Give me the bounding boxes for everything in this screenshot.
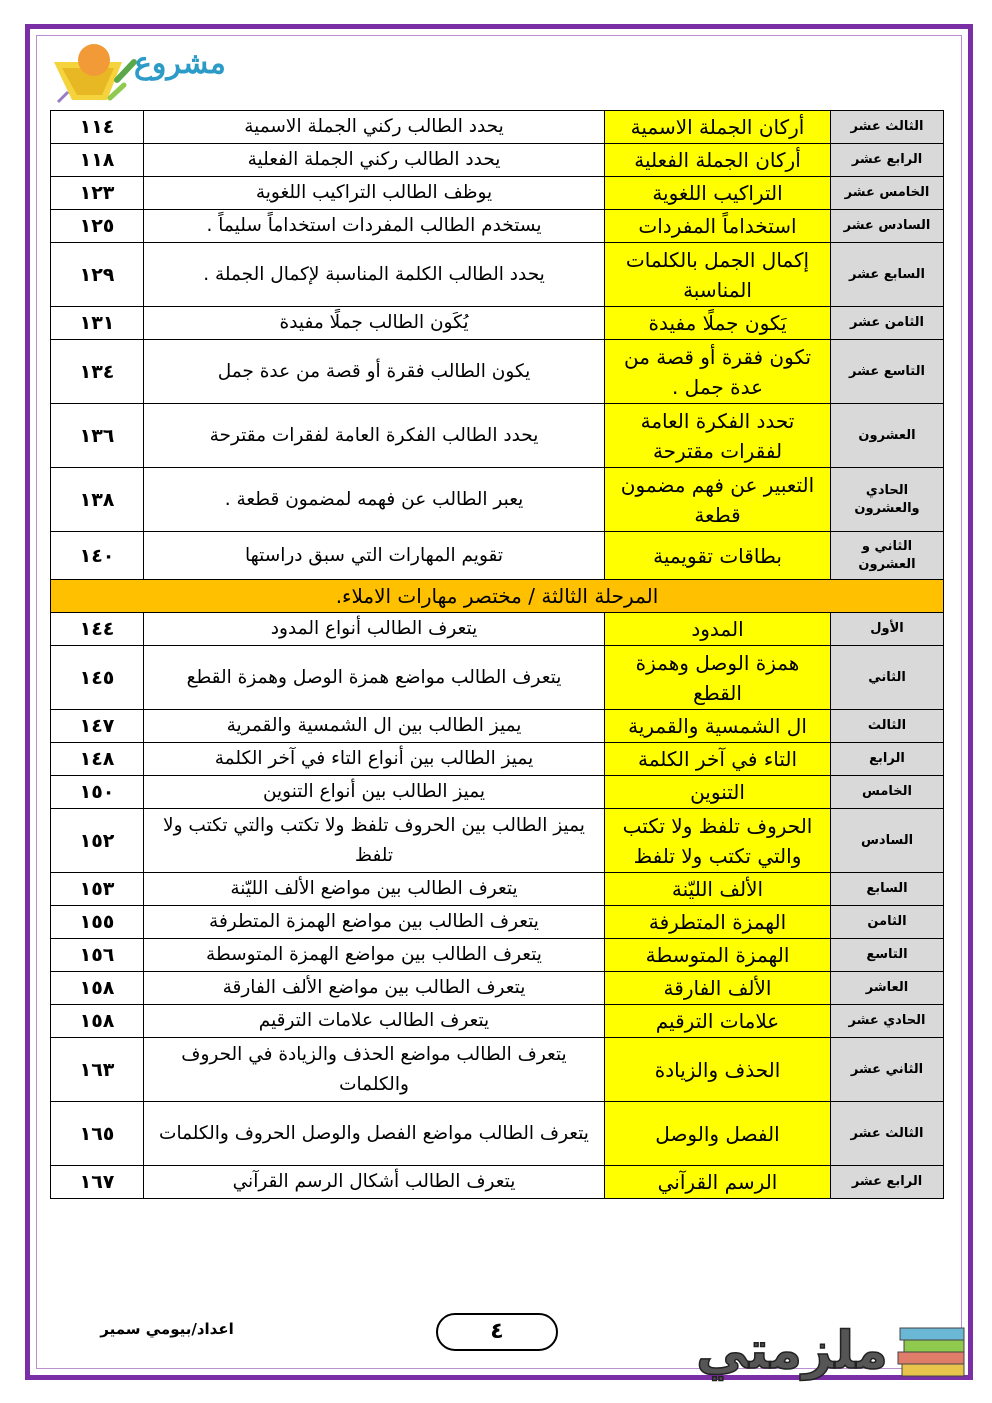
- page-number-cell: ١١٨: [51, 144, 144, 177]
- lesson-goal-cell: يحدد الطالب ركني الجملة الاسمية: [144, 111, 605, 144]
- lesson-goal-cell: يتعرف الطالب مواضع همزة الوصل وهمزة القطع: [144, 646, 605, 710]
- lesson-number-cell: العشرون: [831, 404, 944, 468]
- lesson-title-cell: الرسم القرآني: [605, 1166, 831, 1199]
- lesson-goal-cell: يتعرف الطالب بين مواضع الألف الليّنة: [144, 873, 605, 906]
- table-row: [51, 1038, 944, 1102]
- lesson-title-cell: الهمزة المتوسطة: [605, 939, 831, 972]
- lesson-goal-cell: يتعرف الطالب بين مواضع الهمزة المتطرفة: [144, 906, 605, 939]
- table-row: [51, 873, 944, 906]
- lesson-goal-cell: يتعرف الطالب مواضع الفصل والوصل الحروف والكلمات: [144, 1102, 605, 1166]
- table-row: [51, 404, 944, 468]
- lesson-goal-cell: يعبر الطالب عن فهمه لمضمون قطعة .: [144, 468, 605, 532]
- page-number-cell: ١٤٥: [51, 646, 144, 710]
- table-row: [51, 177, 944, 210]
- brand-text: ملزمتي: [696, 1321, 888, 1381]
- page-number-cell: ١٤٤: [51, 613, 144, 646]
- lesson-title-cell: الحذف والزيادة: [605, 1038, 831, 1102]
- lesson-title-cell: إكمال الجمل بالكلمات المناسبة: [605, 243, 831, 307]
- lesson-title-cell: همزة الوصل وهمزة القطع: [605, 646, 831, 710]
- table-row: [51, 809, 944, 873]
- table-row: [51, 776, 944, 809]
- lesson-number-cell: السادس: [831, 809, 944, 873]
- lesson-number-cell: الخامس: [831, 776, 944, 809]
- page-number-cell: ١٥٠: [51, 776, 144, 809]
- table-row: [51, 1005, 944, 1038]
- lesson-title-cell: المدود: [605, 613, 831, 646]
- lesson-goal-cell: يحدد الطالب الفكرة العامة لفقرات مقترحة: [144, 404, 605, 468]
- lesson-goal-cell: يتعرف الطالب بين مواضع الهمزة المتوسطة: [144, 939, 605, 972]
- page-number-cell: ١٣٤: [51, 340, 144, 404]
- page-number-cell: ١٥٢: [51, 809, 144, 873]
- lesson-title-cell: ال الشمسية والقمرية: [605, 710, 831, 743]
- page-number-cell: ١٥٥: [51, 906, 144, 939]
- lesson-goal-cell: يتعرف الطالب أنواع المدود: [144, 613, 605, 646]
- lesson-goal-cell: تقويم المهارات التي سبق دراستها: [144, 532, 605, 580]
- lesson-goal-cell: يتعرف الطالب مواضع الحذف والزيادة في الحروف والكلمات: [144, 1038, 605, 1102]
- table-body-part-a: [51, 111, 944, 580]
- lesson-number-cell: الحادي والعشرون: [831, 468, 944, 532]
- table-row: [51, 243, 944, 307]
- table-body-part-b: [51, 613, 944, 1199]
- lesson-number-cell: الخامس عشر: [831, 177, 944, 210]
- lesson-number-cell: السادس عشر: [831, 210, 944, 243]
- lesson-number-cell: الثامن: [831, 906, 944, 939]
- lesson-goal-cell: يميز الطالب بين أنواع التاء في آخر الكلمة: [144, 743, 605, 776]
- lessons-table-wrapper: [50, 110, 943, 1199]
- lesson-title-cell: الهمزة المتطرفة: [605, 906, 831, 939]
- lesson-number-cell: الرابع: [831, 743, 944, 776]
- lesson-number-cell: الثامن عشر: [831, 307, 944, 340]
- table-row: [51, 972, 944, 1005]
- lesson-title-cell: بطاقات تقويمية: [605, 532, 831, 580]
- lesson-number-cell: العاشر: [831, 972, 944, 1005]
- lessons-table: [50, 110, 944, 1199]
- lesson-title-cell: أركان الجملة الاسمية: [605, 111, 831, 144]
- author-credit: اعداد/بيومي سمير: [100, 1320, 234, 1338]
- lesson-title-cell: الحروف تلفظ ولا تكتب والتي تكتب ولا تلفظ: [605, 809, 831, 873]
- table-row: [51, 613, 944, 646]
- lesson-goal-cell: يُكَون الطالب جملًا مفيدة: [144, 307, 605, 340]
- lesson-title-cell: أركان الجملة الفعلية: [605, 144, 831, 177]
- table-row: [51, 743, 944, 776]
- lesson-title-cell: الألف الفارقة: [605, 972, 831, 1005]
- lesson-number-cell: الثاني: [831, 646, 944, 710]
- lesson-title-cell: تحدد الفكرة العامة لفقرات مقترحة: [605, 404, 831, 468]
- page-number-cell: ١٤٧: [51, 710, 144, 743]
- lesson-goal-cell: يتعرف الطالب أشكال الرسم القرآني: [144, 1166, 605, 1199]
- lesson-number-cell: الحادي عشر: [831, 1005, 944, 1038]
- table-row: [51, 210, 944, 243]
- lesson-goal-cell: يتعرف الطالب علامات الترقيم: [144, 1005, 605, 1038]
- page-number-cell: ١٣٨: [51, 468, 144, 532]
- lesson-number-cell: التاسع عشر: [831, 340, 944, 404]
- lesson-number-cell: التاسع: [831, 939, 944, 972]
- table-row: [51, 646, 944, 710]
- lesson-number-cell: الأول: [831, 613, 944, 646]
- table-row: [51, 532, 944, 580]
- lesson-number-cell: الثاني عشر: [831, 1038, 944, 1102]
- lesson-number-cell: الثالث عشر: [831, 1102, 944, 1166]
- lesson-title-cell: التاء في آخر الكلمة: [605, 743, 831, 776]
- books-icon: [898, 1328, 964, 1376]
- table-row: [51, 340, 944, 404]
- lesson-number-cell: الثاني و العشرون: [831, 532, 944, 580]
- table-row: [51, 468, 944, 532]
- page-number-cell: ١٥٨: [51, 972, 144, 1005]
- lesson-goal-cell: يميز الطالب بين أنواع التنوين: [144, 776, 605, 809]
- table-row: [51, 1102, 944, 1166]
- lesson-title-cell: يَكون جملًا مفيدة: [605, 307, 831, 340]
- page-number-cell: ١١٤: [51, 111, 144, 144]
- lesson-title-cell: التنوين: [605, 776, 831, 809]
- lesson-goal-cell: يتعرف الطالب بين مواضع الألف الفارقة: [144, 972, 605, 1005]
- lesson-goal-cell: يوظف الطالب التراكيب اللغوية: [144, 177, 605, 210]
- page-number-cell: ١٣١: [51, 307, 144, 340]
- table-section: [51, 580, 944, 613]
- page-number-cell: ١٤٠: [51, 532, 144, 580]
- lesson-goal-cell: يكون الطالب فقرة أو قصة من عدة جمل: [144, 340, 605, 404]
- lesson-number-cell: الرابع عشر: [831, 1166, 944, 1199]
- page-number-cell: ١٣٦: [51, 404, 144, 468]
- page-number-cell: ١٦٧: [51, 1166, 144, 1199]
- lesson-goal-cell: يحدد الطالب الكلمة المناسبة لإكمال الجملة .: [144, 243, 605, 307]
- page-number-cell: ١٦٣: [51, 1038, 144, 1102]
- lesson-title-cell: التراكيب اللغوية: [605, 177, 831, 210]
- lesson-goal-cell: يستخدم الطالب المفردات استخداماً سليماً .: [144, 210, 605, 243]
- lesson-title-cell: الفصل والوصل: [605, 1102, 831, 1166]
- lesson-title-cell: استخداماً المفردات: [605, 210, 831, 243]
- page-number-cell: ١٤٨: [51, 743, 144, 776]
- table-row: [51, 939, 944, 972]
- lesson-title-cell: تكون فقرة أو قصة من عدة جمل .: [605, 340, 831, 404]
- page-number-cell: ١٢٥: [51, 210, 144, 243]
- table-row: [51, 111, 944, 144]
- page-number-cell: ١٥٦: [51, 939, 144, 972]
- lesson-number-cell: السابع عشر: [831, 243, 944, 307]
- table-row: [51, 307, 944, 340]
- brand-logo: [672, 1300, 972, 1390]
- table-row: [51, 906, 944, 939]
- table-row: [51, 1166, 944, 1199]
- lesson-goal-cell: يميز الطالب بين ال الشمسية والقمرية: [144, 710, 605, 743]
- lesson-title-cell: التعبير عن فهم مضمون قطعة: [605, 468, 831, 532]
- lesson-number-cell: الثالث: [831, 710, 944, 743]
- lesson-title-cell: الألف الليّنة: [605, 873, 831, 906]
- page-number-cell: ١٥٨: [51, 1005, 144, 1038]
- lesson-goal-cell: يحدد الطالب ركني الجملة الفعلية: [144, 144, 605, 177]
- page-number-cell: ١٢٩: [51, 243, 144, 307]
- page-number: ٤: [436, 1313, 558, 1351]
- section-title: المرحلة الثالثة / مختصر مهارات الاملاء.: [51, 580, 944, 613]
- page-number-cell: ١٢٣: [51, 177, 144, 210]
- page-number-cell: ١٥٣: [51, 873, 144, 906]
- logo-text: مشروع: [134, 46, 226, 81]
- table-row: [51, 710, 944, 743]
- lesson-goal-cell: يميز الطالب بين الحروف تلفظ ولا تكتب والتي تكتب ولا تلفظ: [144, 809, 605, 873]
- table-row: [51, 144, 944, 177]
- lesson-number-cell: الثالث عشر: [831, 111, 944, 144]
- lesson-title-cell: علامات الترقيم: [605, 1005, 831, 1038]
- page-number-cell: ١٦٥: [51, 1102, 144, 1166]
- section-row: [51, 580, 944, 613]
- lesson-number-cell: الرابع عشر: [831, 144, 944, 177]
- lesson-number-cell: السابع: [831, 873, 944, 906]
